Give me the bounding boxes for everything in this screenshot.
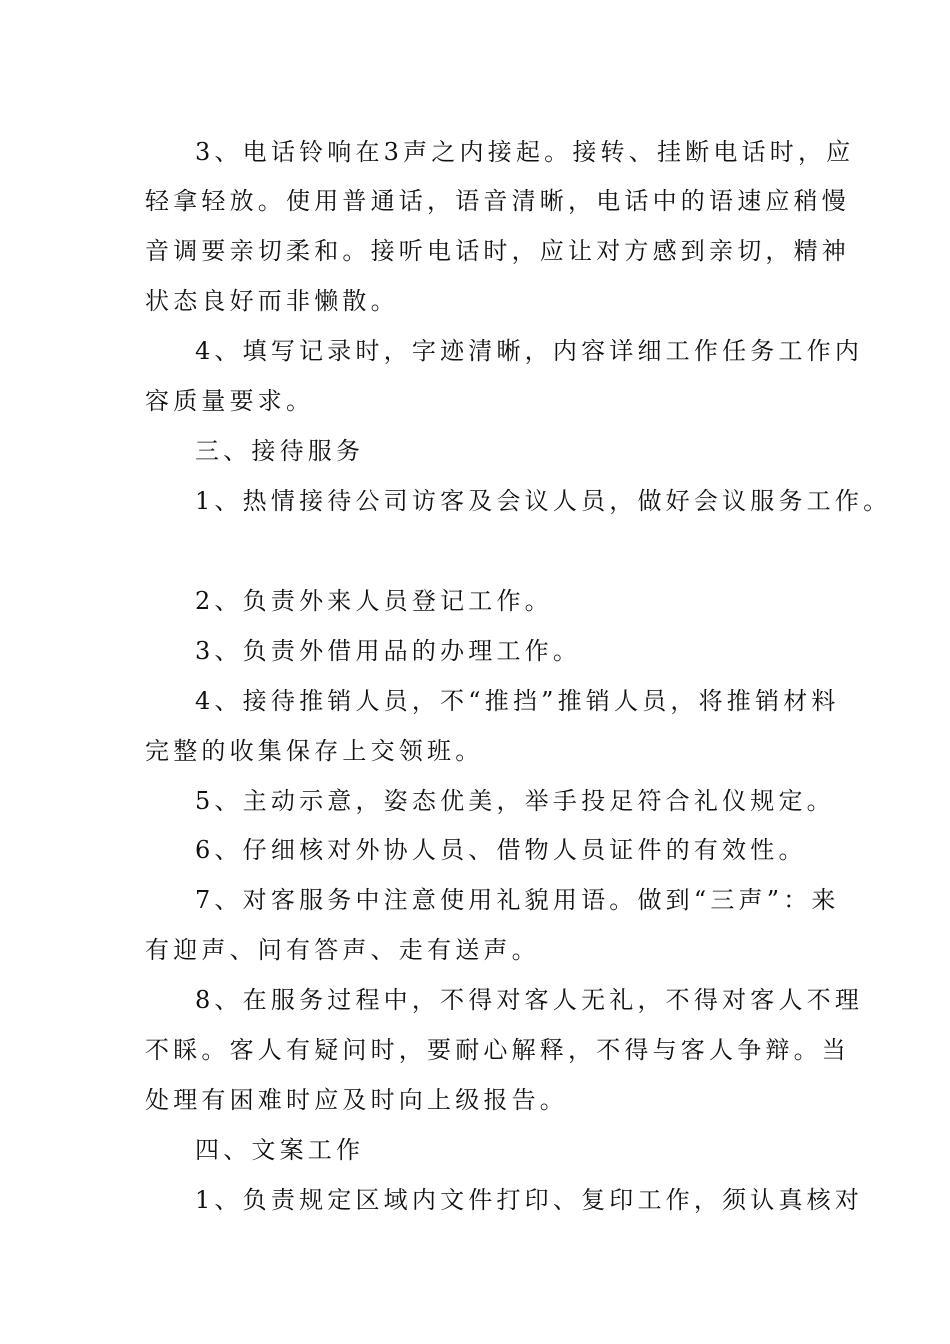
text-line: 有迎声、问有答声、走有送声。 (145, 936, 540, 964)
text-line: 8、在服务过程中，不得对客人无礼，不得对客人不理 (195, 986, 864, 1014)
text-line: 容质量要求。 (145, 387, 315, 415)
text-line: 1、热情接待公司访客及会议人员，做好会议服务工作。 (195, 487, 892, 515)
section-heading: 三、接待服务 (195, 437, 365, 465)
text-line: 2、负责外来人员登记工作。 (195, 587, 553, 615)
text-line: 1、负责规定区域内文件打印、复印工作，须认真核对 (195, 1186, 864, 1214)
text-line: 处理有困难时应及时向上级报告。 (145, 1086, 568, 1114)
text-line: 3、负责外借用品的办理工作。 (195, 637, 582, 665)
text-line: 4、填写记录时，字迹清晰，内容详细工作任务工作内 (195, 337, 864, 365)
text-line: 状态良好而非懒散。 (145, 287, 399, 315)
text-line: 音调要亲切柔和。接听电话时，应让对方感到亲切，精神 (145, 237, 850, 265)
text-line: 5、主动示意，姿态优美，举手投足符合礼仪规定。 (195, 787, 835, 815)
text-line: 7、对客服务中注意使用礼貌用语。做到“三声”：来 (195, 886, 840, 914)
text-line: 不睬。客人有疑问时，要耐心解释，不得与客人争辩。当 (145, 1036, 850, 1064)
text-line: 6、仔细核对外协人员、借物人员证件的有效性。 (195, 836, 807, 864)
text-line: 3、电话铃响在3声之内接起。接转、挂断电话时，应 (195, 138, 855, 166)
text-line: 完整的收集保存上交领班。 (145, 737, 484, 765)
text-line: 4、接待推销人员，不“推挡”推销人员，将推销材料 (195, 687, 840, 715)
text-line: 轻拿轻放。使用普通话，语音清晰，电话中的语速应稍慢 (145, 187, 850, 215)
section-heading: 四、文案工作 (195, 1136, 365, 1164)
